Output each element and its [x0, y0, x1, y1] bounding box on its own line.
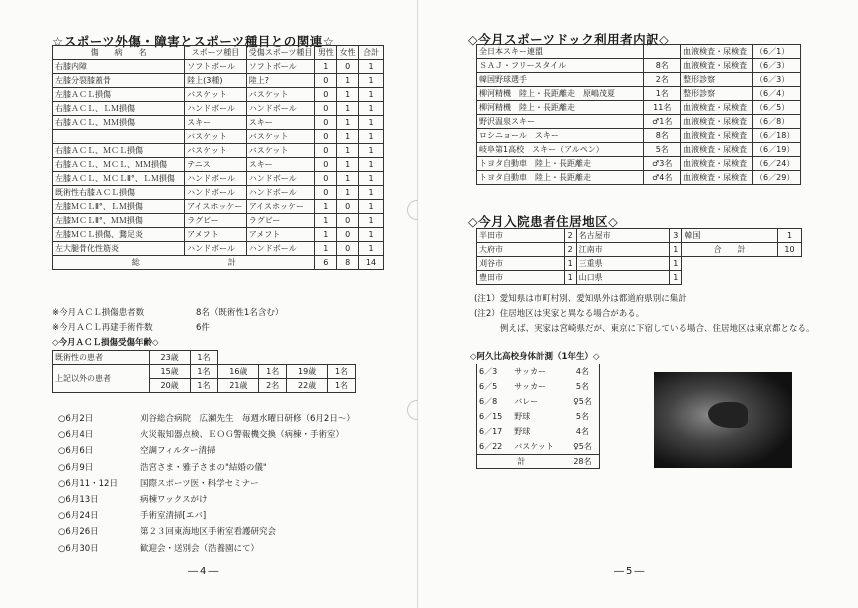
area-name — [682, 271, 778, 285]
injury-sport: アメフト — [246, 228, 315, 242]
acl-surgery-count-value: 6件 — [196, 323, 210, 333]
table-row — [53, 60, 384, 74]
measure-date: 6／5 — [477, 379, 513, 394]
exam-type: 血液検査・尿検査 — [681, 115, 753, 129]
age-cell: 22歳 — [287, 379, 328, 393]
note-3: 例えば、実家は宮崎県だが、東京に下宿している場合、住居地区は東京都となる。 — [500, 324, 815, 334]
injury-sport: ハンドボール — [246, 172, 315, 186]
female-count: 1 — [337, 116, 359, 130]
schedule-date: ○6月11・12日 — [58, 478, 118, 489]
exam-date: （6／19） — [753, 143, 801, 157]
team-name: 全日本スキー連盟 — [477, 45, 644, 59]
headcount: 5名 — [566, 379, 600, 394]
table-header-row — [53, 46, 384, 60]
patient-count: 10 — [778, 243, 802, 257]
male-count: 0 — [315, 158, 337, 172]
schedule-text: 病棟ワックスがけ — [140, 495, 208, 505]
page-number: ―4― — [188, 566, 221, 577]
total-value: 28名 — [566, 455, 600, 469]
team-name: 韓国野球選手 — [477, 73, 644, 87]
acl-surgery-count-label: ※今月ＡＣＬ再建手術件数 — [52, 323, 153, 333]
male-count: 0 — [315, 130, 337, 144]
injury-name: 右膝ＡＣＬ、ＭＣＬ、ＭＭ損傷 — [53, 158, 185, 172]
male-count: 0 — [315, 186, 337, 200]
schedule-text: 国際スポーツ医・科学セミナー — [140, 478, 259, 489]
total-count: 1 — [359, 158, 384, 172]
column-header: 女性 — [337, 46, 359, 60]
exam-type: 血液検査・尿検査 — [681, 171, 753, 185]
age-row-label: 上記以外の患者 — [53, 365, 150, 393]
right-page — [418, 0, 858, 608]
headcount: 1名 — [644, 87, 681, 101]
table-row — [53, 172, 384, 186]
table-row — [477, 101, 801, 115]
exam-date: （6／24） — [753, 157, 801, 171]
body-measurement-table — [476, 364, 600, 469]
female-count: 0 — [337, 214, 359, 228]
injury-section-title: ☆スポーツ外傷・障害とスポーツ種目との関連☆ — [52, 34, 335, 49]
schedule-date: ○6月13日 — [58, 495, 99, 505]
exam-date: （6／18） — [753, 129, 801, 143]
schedule-text: 第２３回東海地区手術室看護研究会 — [140, 527, 277, 538]
measure-date: 6／17 — [477, 424, 513, 439]
patient-count: 1 — [670, 271, 682, 285]
injury-sport: ハンドボール — [246, 242, 315, 256]
total-count: 1 — [359, 242, 384, 256]
exam-type: 整形診察 — [681, 73, 753, 87]
table-row — [477, 229, 802, 243]
sport: テニス — [185, 158, 247, 172]
sport: 陸上(3種) — [185, 74, 247, 88]
area-name: 豊田市 — [477, 271, 565, 285]
table-row — [477, 257, 802, 271]
team-name: ロシニョール スキー — [477, 129, 644, 143]
count-cell: 1名 — [190, 365, 218, 379]
total-count: 1 — [359, 214, 384, 228]
table-row — [477, 424, 600, 439]
total-count: 1 — [359, 102, 384, 116]
sport: アメフト — [185, 228, 247, 242]
female-count: 0 — [337, 60, 359, 74]
male-count: 1 — [315, 200, 337, 214]
sport: ハンドボール — [185, 172, 247, 186]
age-cell: 19歳 — [287, 365, 328, 379]
patient-count: 2 — [564, 229, 576, 243]
dock-section-title: ◇今月スポーツドック利用者内訳◇ — [468, 32, 670, 47]
total-count: 1 — [359, 172, 384, 186]
left-page — [0, 0, 418, 608]
injury-name: 左膝ＡＣＬ、ＭＣＬⅡ°、ＬＭ損傷 — [53, 172, 185, 186]
female-count: 1 — [337, 172, 359, 186]
total-count: 1 — [359, 228, 384, 242]
swimmer-silhouette — [708, 402, 748, 428]
headcount: 5名 — [566, 409, 600, 424]
female-count: 1 — [337, 130, 359, 144]
sport: ラグビー — [185, 214, 247, 228]
team-name: 岐阜第1高校 スキー（アルペン） — [477, 143, 644, 157]
schedule-item — [58, 428, 344, 440]
club: バレー — [514, 397, 539, 406]
exam-date: （6／5） — [753, 101, 801, 115]
injury-name: 右膝ＡＣＬ、ＭＣＬ損傷 — [53, 144, 185, 158]
table-row — [477, 45, 801, 59]
club: 野球 — [514, 427, 531, 436]
sport: ハンドボール — [185, 242, 247, 256]
table-row — [53, 365, 356, 379]
sport: ソフトボール — [185, 60, 247, 74]
injury-sport: 陸上? — [246, 74, 315, 88]
age-table — [52, 350, 356, 393]
schedule-item — [58, 477, 259, 489]
patient-count — [778, 257, 802, 271]
headcount: 4名 — [566, 364, 600, 379]
exam-date: （6／29） — [753, 171, 801, 185]
headcount: ♂1名 — [644, 115, 681, 129]
sport: アイスホッケー — [185, 200, 247, 214]
injury-sport: バスケット — [246, 130, 315, 144]
schedule-date: ○6月26日 — [58, 527, 99, 538]
age-cell: 21歳 — [218, 379, 259, 393]
total-count: 1 — [359, 186, 384, 200]
total-count: 1 — [359, 74, 384, 88]
team-name: トヨタ自動車 陸上・長距離走 — [477, 171, 644, 185]
male-count: 1 — [315, 242, 337, 256]
patient-count — [778, 271, 802, 285]
area-name: 江南市 — [576, 243, 670, 257]
table-row — [477, 59, 801, 73]
team-name: トヨタ自動車 陸上・長距離走 — [477, 157, 644, 171]
schedule-text: 浩宮さま・雅子さまの"結婚の儀" — [140, 462, 267, 473]
note-2: (注2）住居地区は実家と異なる場合がある。 — [474, 309, 645, 319]
female-count: 1 — [337, 144, 359, 158]
sport: バスケット — [185, 88, 247, 102]
age-cell: 15歳 — [149, 365, 190, 379]
empty-cell — [218, 351, 356, 365]
female-count: 0 — [337, 228, 359, 242]
schedule-text: 手術室清掃[エバ] — [140, 511, 207, 522]
exam-type: 整形診察 — [681, 87, 753, 101]
injury-name: 左膝分裂膝蓋骨 — [53, 74, 185, 88]
swimmer-photo — [654, 372, 792, 468]
club: サッカー — [514, 382, 547, 391]
male-count: 0 — [315, 74, 337, 88]
female-count: 0 — [337, 242, 359, 256]
column-header: スポーツ種目 — [185, 46, 247, 60]
schedule-date: ○6月9日 — [58, 462, 94, 473]
male-count: 1 — [315, 60, 337, 74]
column-header: 合計 — [359, 46, 384, 60]
injury-name: 既術性右膝ＡＣＬ損傷 — [53, 186, 185, 200]
injury-name: 右膝ＡＣＬ、ＬＭ損傷 — [53, 102, 185, 116]
area-name: 半田市 — [477, 229, 565, 243]
sport: スキー — [185, 116, 247, 130]
schedule-item — [58, 509, 206, 521]
residence-table — [476, 228, 802, 285]
exam-type: 血液検査・尿検査 — [681, 45, 753, 59]
table-row — [477, 87, 801, 101]
patient-count: 1 — [778, 229, 802, 243]
sport: ハンドボール — [185, 186, 247, 200]
age-cell: 23歳 — [149, 351, 190, 365]
table-row — [477, 394, 600, 409]
patient-count: 1 — [564, 271, 576, 285]
table-row — [477, 73, 801, 87]
dock-table — [476, 44, 801, 185]
table-row — [477, 271, 802, 285]
injury-sport: ラグビー — [246, 214, 315, 228]
injury-name: 右膝内障 — [53, 60, 185, 74]
table-row — [477, 143, 801, 157]
schedule-date: ○6月4日 — [58, 430, 94, 441]
team-name: 野沢温泉スキー — [477, 115, 644, 129]
table-row — [477, 379, 600, 394]
total-count: 1 — [359, 88, 384, 102]
table-row — [53, 200, 384, 214]
schedule-item — [58, 493, 208, 505]
schedule-item — [58, 412, 355, 424]
female-count: 0 — [337, 200, 359, 214]
schedule-date: ○6月6日 — [58, 446, 94, 457]
injury-sport: ソフトボール — [246, 60, 315, 74]
male-count: 0 — [315, 88, 337, 102]
total-label: 総 計 — [53, 256, 315, 270]
male-count: 0 — [315, 144, 337, 158]
schedule-item — [58, 461, 267, 473]
count-cell: 1名 — [190, 379, 218, 393]
age-cell: 16歳 — [218, 365, 259, 379]
column-header: 傷 病 名 — [53, 46, 185, 60]
age-row-label: 既術性の患者 — [53, 351, 150, 365]
schedule-date: ○6月30日 — [58, 543, 99, 554]
exam-date: （6／4） — [753, 87, 801, 101]
table-row — [53, 144, 384, 158]
table-row — [53, 130, 384, 144]
injury-sport: ハンドボール — [246, 186, 315, 200]
sport: バスケット — [185, 130, 247, 144]
headcount: ♂3名 — [644, 157, 681, 171]
club: 野球 — [514, 412, 531, 421]
total-count: 1 — [359, 130, 384, 144]
table-row — [477, 129, 801, 143]
total-count: 1 — [359, 60, 384, 74]
column-header: 男性 — [315, 46, 337, 60]
female-count: 1 — [337, 158, 359, 172]
measure-date: 6／22 — [477, 439, 513, 455]
table-row — [53, 214, 384, 228]
schedule-item — [58, 542, 259, 554]
body-measurement-title: ◇阿久比高校身体計測（1年生）◇ — [470, 352, 600, 362]
club: バスケット — [514, 442, 554, 451]
total-value: 14 — [359, 256, 384, 270]
male-count: 1 — [315, 228, 337, 242]
exam-date: （6／8） — [753, 115, 801, 129]
injury-sport: バスケット — [246, 88, 315, 102]
injury-name: 左膝ＭＣＬ損傷、鵞足炎 — [53, 228, 185, 242]
male-count: 0 — [315, 102, 337, 116]
exam-type: 血液検査・尿検査 — [681, 101, 753, 115]
table-row — [53, 228, 384, 242]
total-label: 計 — [477, 455, 566, 469]
acl-patient-count-label: ※今月ＡＣＬ損傷患者数 — [52, 308, 145, 318]
measure-date: 6／15 — [477, 409, 513, 424]
headcount — [644, 45, 681, 59]
area-name: 大府市 — [477, 243, 565, 257]
injury-sport: バスケット — [246, 144, 315, 158]
age-cell: 20歳 — [149, 379, 190, 393]
table-row — [477, 409, 600, 424]
sport: バスケット — [185, 144, 247, 158]
table-row — [53, 102, 384, 116]
area-name: 韓国 — [682, 229, 778, 243]
count-cell: 1名 — [328, 379, 356, 393]
area-name: 三重県 — [576, 257, 670, 271]
headcount: 11名 — [644, 101, 681, 115]
total-count: 1 — [359, 116, 384, 130]
injury-name: 左膝ＡＣＬ損傷 — [53, 88, 185, 102]
table-row — [53, 88, 384, 102]
headcount: 2名 — [644, 73, 681, 87]
headcount: ♀5名 — [566, 439, 600, 455]
team-name: 柳河精機 陸上・長距離走 — [477, 101, 644, 115]
table-row — [53, 158, 384, 172]
table-row — [477, 171, 801, 185]
injury-name: 左大腿骨化性筋炎 — [53, 242, 185, 256]
headcount: 4名 — [566, 424, 600, 439]
total-count: 1 — [359, 144, 384, 158]
male-count: 0 — [315, 172, 337, 186]
female-count: 1 — [337, 186, 359, 200]
count-cell: 1名 — [259, 365, 287, 379]
female-count: 1 — [337, 88, 359, 102]
table-row — [477, 115, 801, 129]
injury-name: 右膝ＡＣＬ、ＭＭ損傷 — [53, 116, 185, 130]
injury-name: 左膝ＭＣＬⅡ°、ＭＭ損傷 — [53, 214, 185, 228]
area-name: 名古屋市 — [576, 229, 670, 243]
table-row — [53, 74, 384, 88]
schedule-item — [58, 444, 215, 456]
headcount: ♀5名 — [566, 394, 600, 409]
column-header: 受傷スポーツ種目 — [246, 46, 315, 60]
acl-patient-count-value: 8名（既術性1名含む） — [196, 308, 284, 318]
schedule-date: ○6月2日 — [58, 414, 94, 424]
female-count: 1 — [337, 102, 359, 116]
team-name: 柳河精機 陸上・長距離走 原嶋茂夏 — [477, 87, 644, 101]
patient-count: 1 — [670, 243, 682, 257]
injury-name: 左膝ＭＣＬⅡ°、ＬＭ損傷 — [53, 200, 185, 214]
injury-sport: スキー — [246, 116, 315, 130]
exam-date: （6／3） — [753, 59, 801, 73]
injury-sport: ハンドボール — [246, 102, 315, 116]
female-count: 1 — [337, 74, 359, 88]
headcount: 8名 — [644, 129, 681, 143]
measure-date: 6／8 — [477, 394, 513, 409]
table-row — [53, 116, 384, 130]
table-row — [477, 364, 600, 379]
age-section-title: ◇今月ＡＣＬ損傷受傷年齢◇ — [52, 338, 159, 348]
male-count: 0 — [315, 116, 337, 130]
exam-date: （6／3） — [753, 73, 801, 87]
exam-type: 血液検査・尿検査 — [681, 129, 753, 143]
residence-section-title: ◇今月入院患者住居地区◇ — [468, 214, 619, 229]
headcount: 5名 — [644, 143, 681, 157]
patient-count: 3 — [670, 229, 682, 243]
table-row — [53, 351, 356, 365]
exam-type: 血液検査・尿検査 — [681, 157, 753, 171]
area-name — [682, 257, 778, 271]
total-value: 8 — [337, 256, 359, 270]
schedule-text: 火災報知器点検、ＥＯＧ警報機交換（病棟・手術室） — [140, 430, 345, 441]
patient-count: 1 — [670, 257, 682, 271]
schedule-date: ○6月24日 — [58, 511, 99, 522]
area-name: 合 計 — [682, 243, 778, 257]
exam-type: 血液検査・尿検査 — [681, 59, 753, 73]
injury-table — [52, 45, 384, 270]
male-count: 1 — [315, 214, 337, 228]
total-value: 6 — [315, 256, 337, 270]
schedule-text: 歓迎会・送別会（浩養園にて） — [140, 543, 260, 554]
exam-date: （6／1） — [753, 45, 801, 59]
table-row — [53, 186, 384, 200]
patient-count: 2 — [564, 243, 576, 257]
headcount: ♂4名 — [644, 171, 681, 185]
injury-sport: アイスホッケー — [246, 200, 315, 214]
count-cell: 1名 — [190, 351, 218, 365]
page-number: ―5― — [614, 566, 647, 577]
team-name: ＳＡＪ・フリースタイル — [477, 59, 644, 73]
total-count: 1 — [359, 200, 384, 214]
table-row — [477, 439, 600, 455]
patient-count: 1 — [564, 257, 576, 271]
table-row — [477, 243, 802, 257]
table-row — [477, 157, 801, 171]
injury-sport: スキー — [246, 158, 315, 172]
count-cell: 1名 — [328, 365, 356, 379]
count-cell: 2名 — [259, 379, 287, 393]
schedule-item — [58, 525, 276, 537]
total-row — [53, 256, 384, 270]
schedule-text: 刈谷総合病院 広瀬先生 毎週水曜日研修（6月2日～） — [140, 414, 355, 424]
headcount: 8名 — [644, 59, 681, 73]
total-row — [477, 455, 600, 469]
injury-name — [53, 130, 185, 144]
area-name: 山口県 — [576, 271, 670, 285]
sport: ハンドボール — [185, 102, 247, 116]
club: サッカー — [514, 367, 547, 376]
exam-type: 血液検査・尿検査 — [681, 143, 753, 157]
schedule-text: 空調フィルター清掃 — [140, 446, 216, 457]
table-row — [53, 242, 384, 256]
measure-date: 6／3 — [477, 364, 513, 379]
note-1: (注1）愛知県は市町村別、愛知県外は都道府県別に集計 — [474, 294, 687, 304]
area-name: 刈谷市 — [477, 257, 565, 271]
